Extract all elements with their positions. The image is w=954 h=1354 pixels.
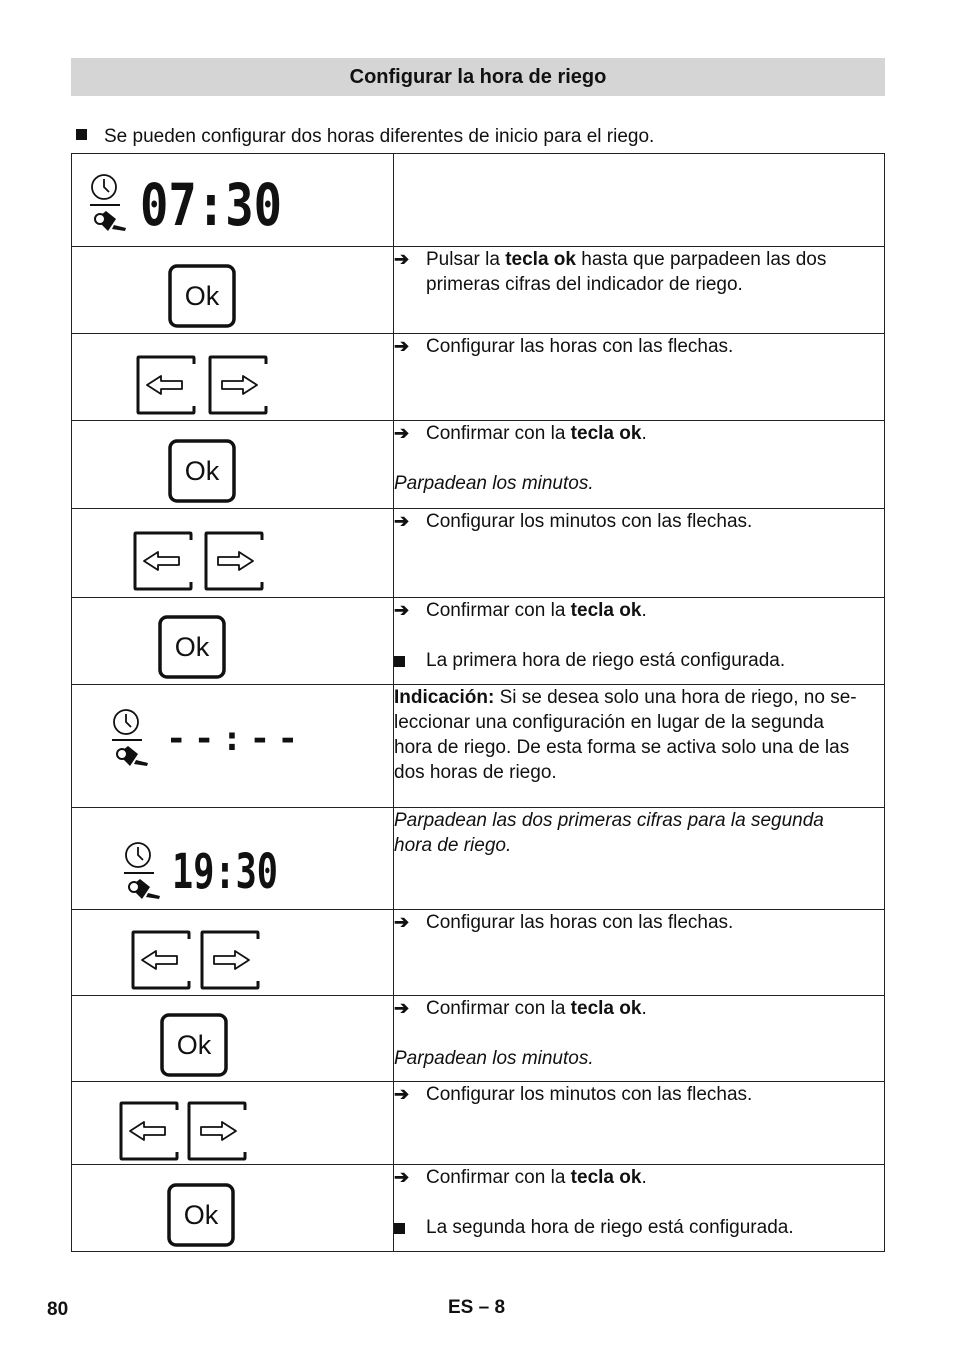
right-arrow-key-icon <box>186 1100 248 1162</box>
lcd-time-text: 19:30 <box>172 844 278 900</box>
step-row <box>72 154 885 247</box>
left-arrow-key-icon <box>118 1100 180 1162</box>
intro-text: Se pueden configurar dos horas diferentes de inicio para el riego. <box>104 126 655 147</box>
lcd-display <box>172 844 282 900</box>
step-row: --:-- Indicación: Si se desea solo una hora de riego, no se- leccionar una configuración en lugar de la segunda hora de riego. De esta forma se activa solo una de las dos horas de riego. <box>72 685 885 808</box>
ok-key-icon: Ok <box>166 1182 236 1248</box>
arrow-right-icon: ➔ <box>394 600 410 620</box>
step-row: 19:30 Parpadean las dos primeras cifras para la segunda hora de riego. <box>72 808 885 910</box>
display-cell <box>72 154 394 247</box>
arrow-right-icon: ➔ <box>394 1167 410 1187</box>
lcd-display <box>140 171 290 239</box>
right-arrow-key-icon <box>207 354 269 416</box>
bullet-square-icon <box>394 656 405 667</box>
step-row: Ok ➔ Confirmar con la tecla ok. La primera hora de riego está configurada. <box>72 598 885 685</box>
arrow-right-icon: ➔ <box>394 1084 410 1104</box>
ok-key-icon: Ok <box>167 438 237 504</box>
right-arrow-key-icon <box>203 530 265 592</box>
step-row: Ok ➔ Pulsar la tecla ok hasta que parpadeen las dos primeras cifras del indicador de riego. <box>72 247 885 334</box>
step-row: ➔ Configurar las horas con las flechas. <box>72 334 885 421</box>
right-arrow-key-icon <box>199 929 261 991</box>
arrow-right-icon: ➔ <box>394 511 410 531</box>
left-arrow-key-icon <box>130 929 192 991</box>
step-row: ➔ Configurar las horas con las flechas. <box>72 910 885 996</box>
step-row: ➔ Configurar los minutos con las flechas. <box>72 509 885 598</box>
step-note: Parpadean los minutos. <box>394 473 594 494</box>
clock-watering-can-icon <box>110 707 150 773</box>
lcd-time-text: --:-- <box>166 719 298 759</box>
section-code: ES – 8 <box>448 1297 506 1318</box>
page-number: 80 <box>47 1299 69 1320</box>
ok-key-icon: Ok <box>167 263 237 329</box>
arrow-right-icon: ➔ <box>394 249 410 269</box>
ok-key-icon: Ok <box>159 1012 229 1078</box>
lcd-time-text: 07:30 <box>140 171 282 239</box>
left-arrow-key-icon <box>135 354 197 416</box>
arrow-right-icon: ➔ <box>394 423 410 443</box>
bullet-square-icon <box>76 129 87 140</box>
left-arrow-key-icon <box>132 530 194 592</box>
section-title: Configurar la hora de riego <box>71 58 885 96</box>
ok-key-icon: Ok <box>157 614 227 680</box>
step-note: Parpadean los minutos. <box>394 1048 594 1069</box>
arrow-right-icon: ➔ <box>394 998 410 1018</box>
arrow-right-icon: ➔ <box>394 336 410 356</box>
step-row: Ok ➔ Confirmar con la tecla ok. Parpadean los minutos. <box>72 996 885 1082</box>
steps-table <box>71 153 885 1252</box>
arrow-right-icon: ➔ <box>394 912 410 932</box>
step-row: Ok ➔ Confirmar con la tecla ok. Parpadean los minutos. <box>72 421 885 509</box>
intro-bullet <box>76 124 654 150</box>
step-row: Ok ➔ Confirmar con la tecla ok. La segunda hora de riego está configurada. <box>72 1165 885 1252</box>
lcd-display <box>164 719 304 759</box>
bullet-square-icon <box>394 1223 405 1234</box>
step-row: ➔ Configurar los minutos con las flechas. <box>72 1082 885 1165</box>
clock-watering-can-icon <box>88 172 128 238</box>
clock-watering-can-icon <box>122 840 162 906</box>
